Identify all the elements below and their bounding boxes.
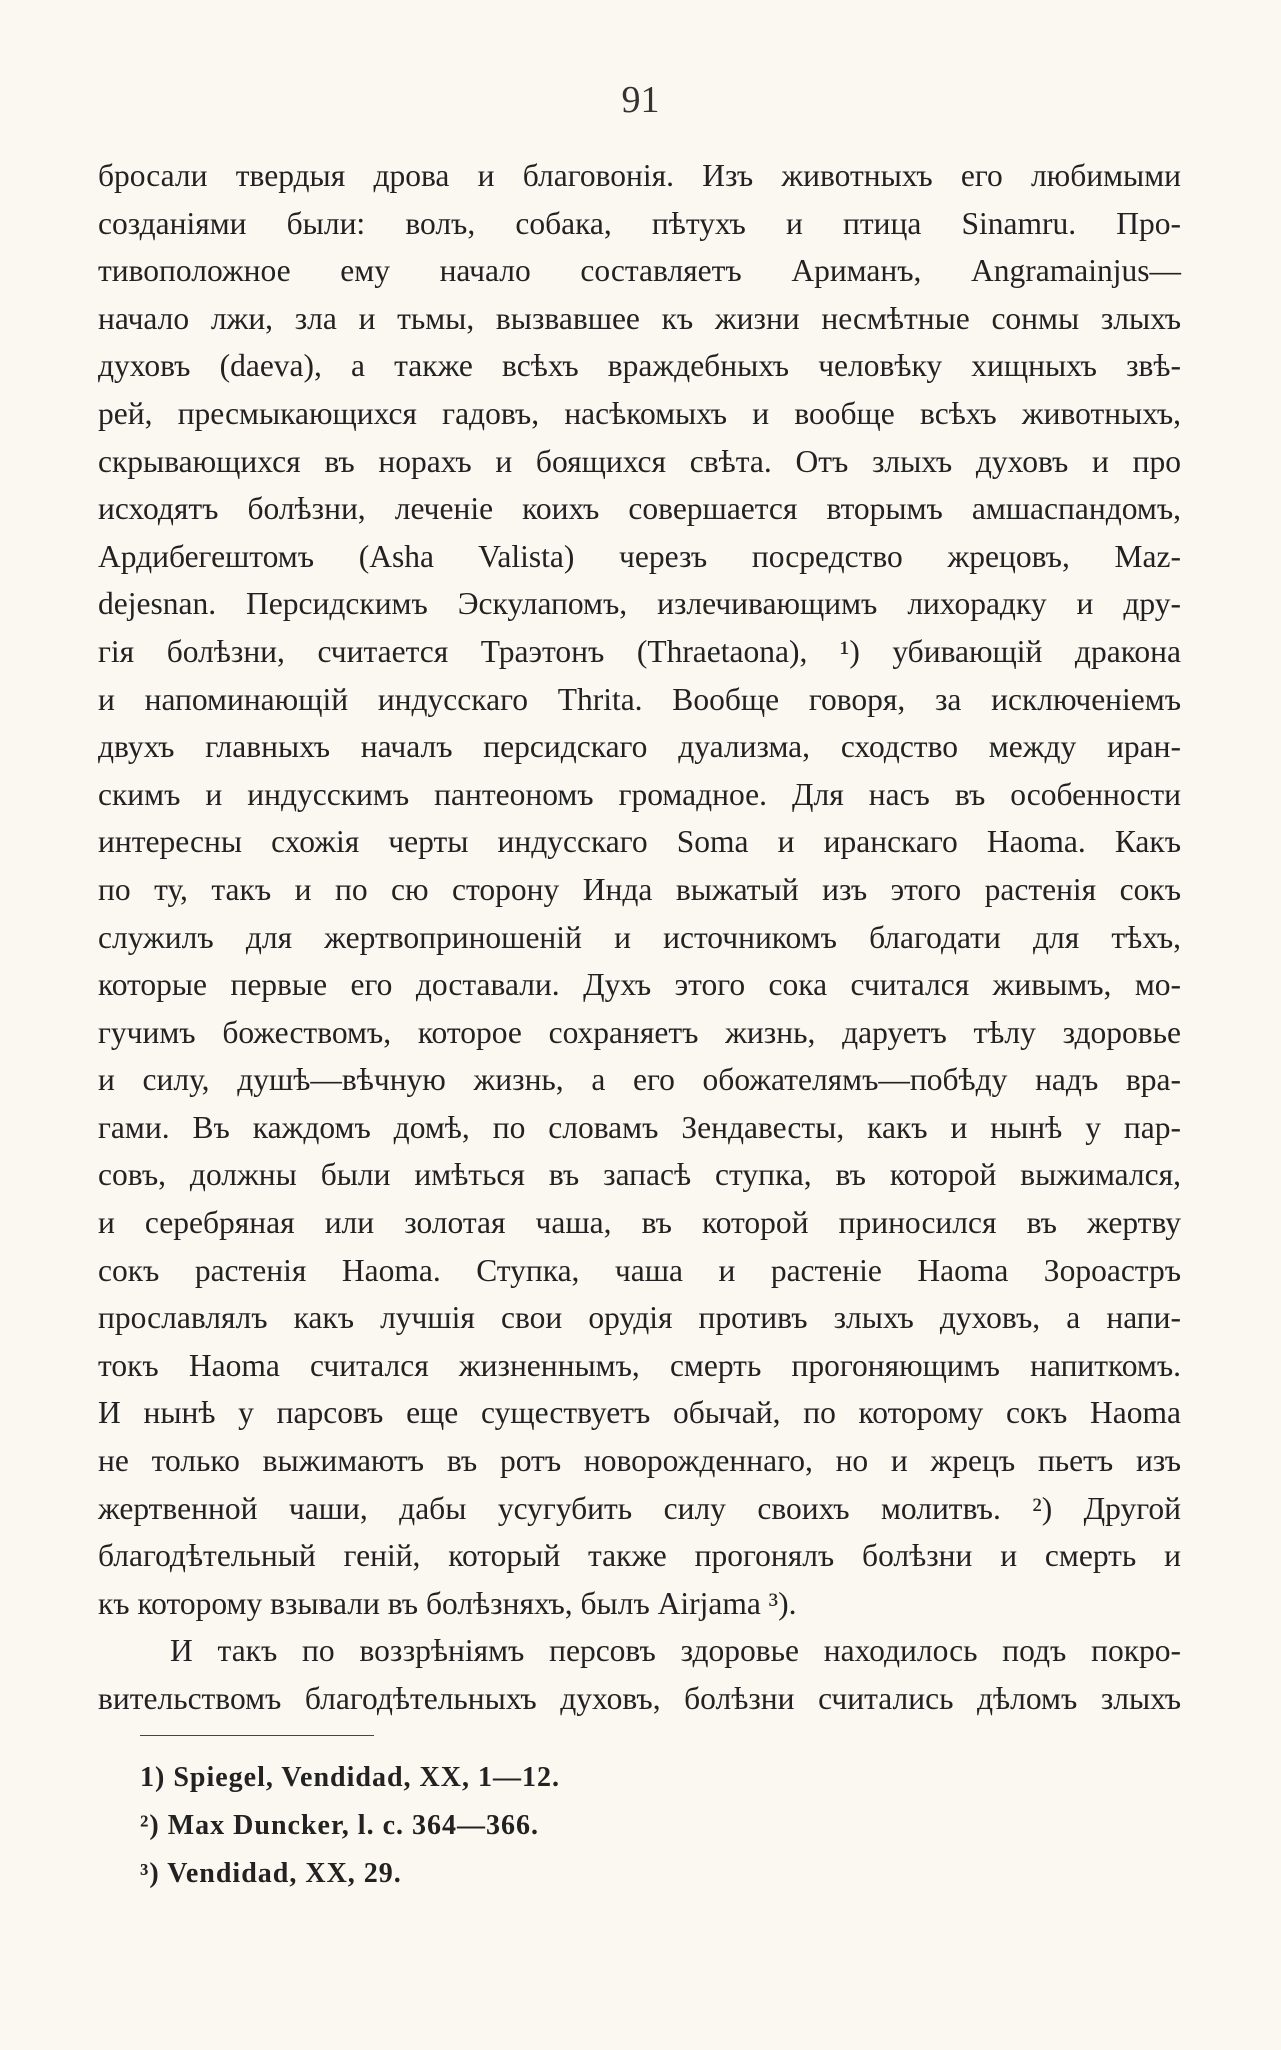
footnote: ²) Max Duncker, l. c. 364—366. [140,1810,540,1841]
text-line: созданіями были: волъ, собака, пѣтухъ и птица Sinamru. Про- [98,205,1181,241]
text-line: и напоминающій индусскаго Thrita. Вообще говоря, за исключеніемъ [98,681,1181,717]
text-line: которые первые его доставали. Духъ этого сока считался живымъ, мо- [98,967,1181,1003]
text-line: гія болѣзни, считается Траэтонъ (Thraetaona), ¹) убивающій дракона [98,633,1181,669]
footnotes [140,1754,560,1898]
text-line: благодѣтельный геній, который также прогонялъ болѣзни и смерть и [98,1538,1181,1574]
text-line: и серебряная или золотая чаша, въ которой приносился въ жертву [98,1205,1181,1241]
text-line: двухъ главныхъ началъ персидскаго дуализма, сходство между иран- [98,729,1181,765]
text-line: прославлялъ какъ лучшія свои орудія противъ злыхъ духовъ, а напи- [98,1300,1181,1336]
text-line: dejesnan. Персидскимъ Эскулапомъ, излечивающимъ лихорадку и дру- [98,586,1181,622]
text-line: токъ Haoma считался жизненнымъ, смерть прогоняющимъ напиткомъ. [98,1347,1181,1383]
text-line: къ которому взывали въ болѣзняхъ, былъ Airjama ³). [98,1585,797,1621]
text-line: начало лжи, зла и тьмы, вызвавшее къ жизни несмѣтные сонмы злыхъ [98,300,1181,336]
text-line: совъ, должны были имѣться въ запасѣ ступка, въ которой выжимался, [98,1157,1181,1193]
text-line: по ту, такъ и по сю сторону Инда выжатый изъ этого растенія сокъ [98,871,1181,907]
text-line: исходятъ болѣзни, леченіе коихъ совершается вторымъ амшаспандомъ, [98,491,1181,527]
page-number: 91 [621,79,660,121]
text-line: и силу, душѣ—вѣчную жизнь, а его обожателямъ—побѣду надъ вра- [98,1062,1181,1098]
text-line: служилъ для жертвоприношеній и источникомъ благодати для тѣхъ, [98,919,1181,955]
footnote-divider [140,1735,374,1736]
text-line: гами. Въ каждомъ домѣ, по словамъ Зендавесты, какъ и нынѣ у пар- [98,1109,1181,1145]
text-line: бросали твердыя дрова и благовонія. Изъ животныхъ его любимыми [98,158,1181,193]
text-line: И такъ по воззрѣніямъ персовъ здоровье находилось подъ покро- [170,1633,1181,1669]
body-text [98,152,1181,1723]
text-line: вительствомъ благодѣтельныхъ духовъ, болѣзни считались дѣломъ злыхъ [98,1681,1181,1716]
text-line: интересны схожія черты индусскаго Soma и иранскаго Haoma. Какъ [98,824,1181,860]
text-line: тивоположное ему начало составляетъ Ариманъ, Angramainjus— [98,253,1181,289]
text-line: Ардибегештомъ (Asha Valista) черезъ посредство жрецовъ, Maz- [98,538,1181,574]
footnote: ³) Vendidad, XX, 29. [140,1858,402,1889]
text-line: скрывающихся въ норахъ и боящихся свѣта. Отъ злыхъ духовъ и про [98,443,1181,479]
text-line: жертвенной чаши, дабы усугубить силу своихъ молитвъ. ²) Другой [98,1490,1181,1526]
footnote: 1) Spiegel, Vendidad, XX, 1—12. [140,1762,560,1793]
text-line: не только выжимаютъ въ ротъ новорожденнаго, но и жрецъ пьетъ изъ [98,1443,1181,1479]
text-line: рей, пресмыкающихся гадовъ, насѣкомыхъ и вообще всѣхъ животныхъ, [98,395,1181,431]
text-line: гучимъ божествомъ, которое сохраняетъ жизнь, даруетъ тѣлу здоровье [98,1014,1181,1050]
text-line: скимъ и индусскимъ пантеономъ громадное. Для насъ въ особенности [98,776,1181,812]
text-line: духовъ (daeva), а также всѣхъ враждебныхъ человѣку хищныхъ звѣ- [98,348,1181,384]
text-line: сокъ растенія Haoma. Ступка, чаша и растеніе Haoma Зороастръ [98,1252,1181,1288]
text-line: И нынѣ у парсовъ еще существуетъ обычай, по которому сокъ Haoma [98,1395,1181,1431]
